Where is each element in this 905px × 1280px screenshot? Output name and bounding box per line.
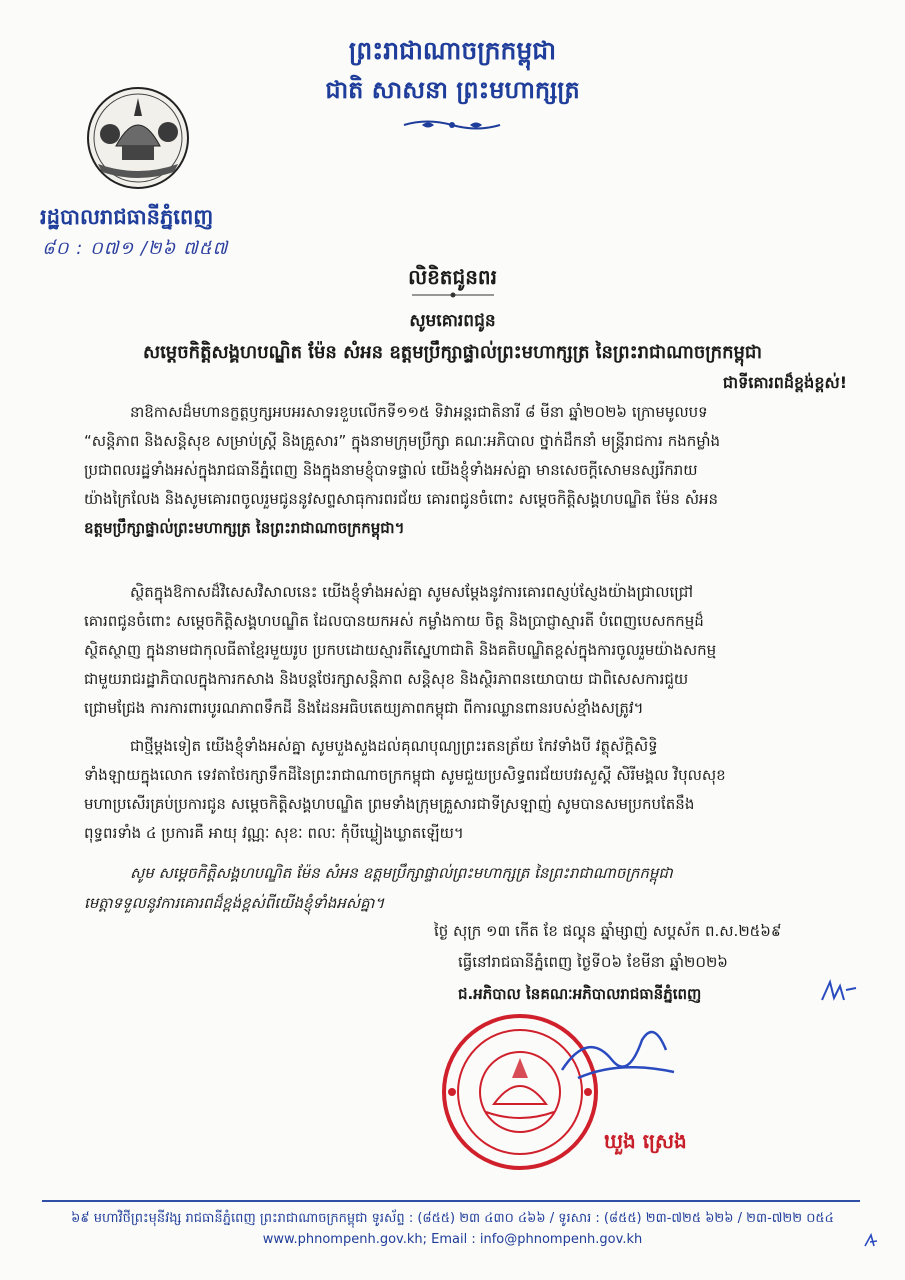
salutation-line-1: សូមគោរពជូន [409, 311, 496, 331]
ornament-divider-icon [402, 118, 502, 132]
title-ornament-icon [410, 290, 496, 300]
national-motto: ជាតិ សាសនា ព្រះមហាក្សត្រ [325, 76, 580, 104]
paragraph-line: គោរពជូនចំពោះ សម្តេចកិត្តិសង្គហបណ្ឌិត ដែលបានយកអស់ កម្លាំងកាយ ចិត្ត និងប្រាជ្ញាស្មារតី បំពេញបេសកកម្មដ៏ [84, 612, 704, 630]
paragraph-line: ជាថ្មីម្តងទៀត យើងខ្ញុំទាំងអស់គ្នា សូមបួងសួងដល់គុណបុណ្យព្រះរតនត្រ័យ កែវទាំងបី វត្ថុស័ក្តិសិទ្ធិ [130, 737, 658, 755]
signer-name: ឃួង ស្រេង [604, 1129, 687, 1153]
paragraph-line: ពុទ្ធពរទាំង ៤ ប្រការគឺ អាយុ វណ្ណៈ សុខៈ ពលៈ កុំបីឃ្លៀងឃ្លាតឡើយ។ [84, 824, 464, 842]
paragraph-line: ជាមួយរាជរដ្ឋាភិបាលក្នុងការកសាង និងបន្តថែរក្សាសន្តិភាព សន្តិសុខ និងស្ថិរភាពនយោបាយ ជាពិសេសការជួយ [84, 670, 689, 688]
salutation-line-2: សម្តេចកិត្តិសង្គហបណ្ឌិត ម៉ែន សំអន ឧត្តមប្រឹក្សាផ្ទាល់ព្រះមហាក្សត្រ នៃព្រះរាជាណាចក្រកម្ពុជា [142, 342, 763, 363]
paragraph-line: នាឱកាសដ៏មហានក្ខត្តឫក្សអបអរសាទរខួបលើកទី១១៥ ទិវាអន្តរជាតិនារី ៨ មីនា ឆ្នាំ២០២៦ ក្រោមមូលបទ [130, 403, 708, 421]
footer-paraph-icon [862, 1232, 880, 1250]
paragraph-line: ស្ថិតក្នុងឱកាសដ៏វិសេសវិសាលនេះ យើងខ្ញុំទាំងអស់គ្នា សូមសម្តែងនូវការគោរពស្ញប់ស្ញែងយ៉ាងជ្រាលជ្រៅ [130, 583, 694, 601]
paragraph-line: ទាំងឡាយក្នុងលោក ទេវតាថែរក្សាទឹកដីនៃព្រះរាជាណាចក្រកម្ពុជា សូមជួយប្រសិទ្ធពរជ័យបវរសួស្តី សិរីមង្គល វិបុលសុខ [84, 766, 726, 784]
initial-paraph-icon [818, 976, 858, 1006]
paragraph-line: “សន្តិភាព និងសន្តិសុខ សម្រាប់ស្ត្រី និងគ្រួសារ” ក្នុងនាមក្រុមប្រឹក្សា គណៈអភិបាល ថ្នាក់ដឹកនាំ មន្ត្រីរាជការ កងកម្លាំង [84, 432, 721, 450]
handwritten-signature-icon [558, 1020, 678, 1090]
footer-divider [42, 1200, 860, 1202]
paragraph-line: មហាប្រសើរគ្រប់ប្រការជូន សម្តេចកិត្តិសង្គហបណ្ឌិត ព្រមទាំងក្រុមគ្រួសារជាទីស្រឡាញ់ សូមបានសមប្រកបតែនឹង [84, 795, 695, 813]
footer-contact: www.phnompenh.gov.kh; Email : info@phnompenh.gov.kh [262, 1232, 643, 1247]
phnom-penh-emblem-icon [86, 86, 190, 190]
paragraph-2 [84, 578, 860, 723]
paragraph-line: ប្រជាពលរដ្ឋទាំងអស់ក្នុងរាជធានីភ្នំពេញ និងក្នុងនាមខ្ញុំបាទផ្ទាល់ យើងខ្ញុំទាំងអស់គ្នា មានសេចក្តីសោមនស្សរីករាយ [84, 461, 698, 479]
kingdom-heading: ព្រះរាជាណាចក្រកម្ពុជា [348, 36, 557, 65]
closing-line-2: មេត្តាទទួលនូវការគោរពដ៏ខ្ពង់ខ្ពស់ពីយើងខ្ញុំទាំងអស់គ្នា។ [84, 894, 385, 912]
place-and-date: ធ្វើនៅរាជធានីភ្នំពេញ ថ្ងៃទី០៦ ខែមីនា ឆ្នាំ២០២៦ [458, 953, 728, 971]
paragraph-line: ឧត្តមប្រឹក្សាផ្ទាល់ព្រះមហាក្សត្រ នៃព្រះរាជាណាចក្រកម្ពុជា។ [84, 519, 405, 537]
paragraph-line: ស្ថិតស្ថាញ ក្នុងនាមជាកុលធីតាខ្មែរមួយរូប ប្រកបដោយស្មារតីស្នេហាជាតិ និងគតិបណ្ឌិតខ្ពស់ក្នុងការចូលរួមយ៉ាងសកម្ម [84, 641, 717, 659]
paragraph-line: យ៉ាងក្រៃលែង និងសូមគោរពចូលរួមជូននូវសព្ទសាធុការពរជ័យ គោរពជូនចំពោះ សម្តេចកិត្តិសង្គហបណ្ឌិត ម៉ែន សំអន [84, 490, 719, 508]
lunar-date: ថ្ងៃ សុក្រ ១៣ កើត ខែ ផល្គុន ឆ្នាំម្សាញ់ សប្តស័ក ព.ស.២៥៦៩ [434, 922, 782, 940]
salutation-line-3: ជាទីគោរពដ៏ខ្ពង់ខ្ពស់! [722, 373, 847, 392]
reference-number: ៨០ : ០៧១ /២៦ ៧៥៧ [42, 238, 229, 259]
footer-address: ៦៩ មហាវិថីព្រះមុនីវង្ស រាជធានីភ្នំពេញ ព្រះរាជាណាចក្រកម្ពុជា ទូរស័ព្ទ : (៨៥៥) ២៣ ៤៣០ ៤៦៦ / ទូរសារ : (៨៥៥) ២៣-៧២៥ ៦២៦ / ២៣-៧២២ ០៥៤ [71, 1211, 834, 1226]
administration-name: រដ្ឋបាលរាជធានីភ្នំពេញ [40, 205, 214, 229]
closing-wish [84, 858, 860, 918]
closing-line-1: សូម សម្តេចកិត្តិសង្គហបណ្ឌិត ម៉ែន សំអន ឧត្តមប្រឹក្សាផ្ទាល់ព្រះមហាក្សត្រ នៃព្រះរាជាណាចក្រកម្ពុជា [130, 864, 673, 882]
paragraph-1 [84, 398, 860, 543]
paragraph-line: ជ្រោមជ្រែង ការការពារបូរណភាពទឹកដី និងដែនអធិបតេយ្យភាពកម្ពុជា ពីការឈ្លានពានរបស់ខ្មាំងសត្រូវ។ [84, 699, 644, 717]
document-title: លិខិតជូនពរ [408, 265, 497, 289]
signer-title: ជ.អភិបាល នៃគណៈអភិបាលរាជធានីភ្នំពេញ [458, 985, 702, 1003]
paragraph-3 [84, 732, 860, 848]
